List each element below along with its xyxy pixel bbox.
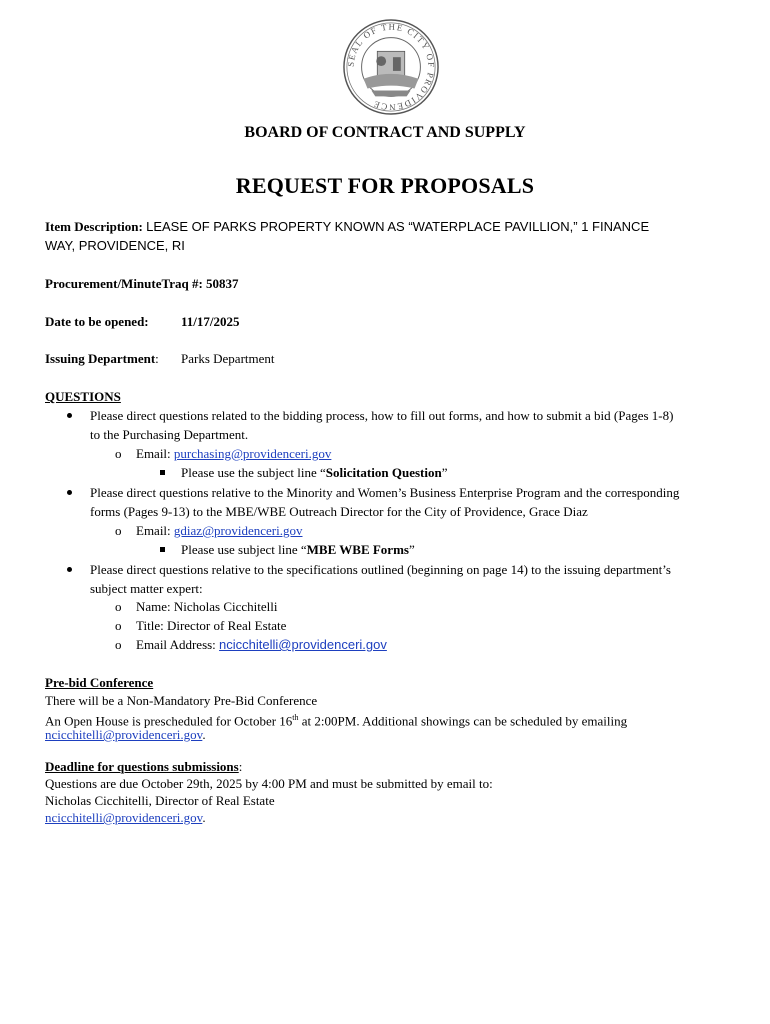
issuing-department: Issuing Department: bbox=[45, 351, 159, 366]
prebid-heading: Pre-bid Conference bbox=[45, 675, 154, 690]
item-description-line2: WAY, PROVIDENCE, RI bbox=[45, 238, 185, 253]
circle-bullet-icon: o bbox=[115, 637, 122, 652]
question-bullet-2-line2: forms (Pages 9-13) to the MBE/WBE Outreach Director for the City of Providence, Grace Diaz bbox=[90, 504, 588, 519]
deadline-line2: Nicholas Cicchitelli, Director of Real Estate bbox=[45, 793, 275, 808]
item-description bbox=[45, 218, 649, 236]
department-value: Parks Department bbox=[181, 351, 275, 366]
date-opened bbox=[45, 313, 149, 331]
prebid-line2: An Open House is prescheduled for October 16th at 2:00PM. Additional showings can be scheduled by emailing bbox=[45, 713, 628, 729]
deadline-email-row: ncicchitelli@providenceri.gov. bbox=[45, 810, 206, 825]
question-bullet-3-line1: Please direct questions relative to the specifications outlined (beginning on page 14) to the issuing department’s bbox=[90, 562, 671, 577]
item-description-line1: LEASE OF PARKS PROPERTY KNOWN AS “WATERPLACE PAVILLION,” 1 FINANCE bbox=[146, 219, 650, 234]
square-bullet-icon bbox=[160, 470, 165, 475]
question-bullet-2-line1: Please direct questions relative to the Minority and Women’s Business Enterprise Program and the corresponding bbox=[90, 485, 680, 500]
circle-bullet-icon: o bbox=[115, 618, 122, 633]
expert-name: Name: Nicholas Cicchitelli bbox=[136, 599, 278, 614]
procurement-value: 50837 bbox=[206, 276, 239, 291]
purchasing-email-link[interactable]: purchasing@providenceri.gov bbox=[173, 446, 332, 461]
prebid-email-row: ncicchitelli@providenceri.gov. bbox=[45, 727, 206, 742]
date-value: 11/17/2025 bbox=[181, 314, 240, 329]
bullet-icon bbox=[67, 490, 72, 495]
mbe-email-link[interactable]: gdiaz@providenceri.gov bbox=[173, 523, 303, 538]
city-seal-icon bbox=[342, 18, 440, 116]
question-bullet-1-line2: to the Purchasing Department. bbox=[90, 427, 249, 442]
deadline-heading: Deadline for questions submissions bbox=[45, 759, 239, 774]
deadline-heading-row: Deadline for questions submissions: bbox=[45, 759, 243, 774]
date-label: Date to be opened: bbox=[45, 314, 149, 329]
procurement-label: Procurement/MinuteTraq #: bbox=[45, 276, 203, 291]
square-bullet-icon bbox=[160, 547, 165, 552]
expert-email-row: Email Address: ncicchitelli@providenceri.gov bbox=[136, 637, 387, 652]
department-label: Issuing Department bbox=[45, 351, 156, 366]
mbe-subject-line: Please use subject line “MBE WBE Forms” bbox=[181, 542, 415, 557]
question-bullet-3-line2: subject matter expert: bbox=[90, 581, 203, 596]
circle-bullet-icon: o bbox=[115, 523, 122, 538]
item-description-label: Item Description: bbox=[45, 219, 143, 234]
circle-bullet-icon: o bbox=[115, 446, 122, 461]
mbe-email-row: Email: gdiaz@providenceri.gov bbox=[136, 523, 303, 538]
bullet-icon bbox=[67, 413, 72, 418]
question-bullet-1-line1: Please direct questions related to the bidding process, how to fill out forms, and how to submit a bid (Pages 1-8) bbox=[90, 408, 674, 423]
bullet-icon bbox=[67, 567, 72, 572]
expert-title: Title: Director of Real Estate bbox=[136, 618, 287, 633]
questions-heading: QUESTIONS bbox=[45, 389, 121, 404]
page-title: REQUEST FOR PROPOSALS bbox=[235, 173, 535, 198]
deadline-email-link[interactable]: ncicchitelli@providenceri.gov bbox=[45, 810, 203, 825]
prebid-email-link[interactable]: ncicchitelli@providenceri.gov bbox=[45, 727, 203, 742]
procurement-number bbox=[45, 275, 239, 293]
svg-text:SEAL OF THE CITY OF PROVIDENCE: SEAL OF THE CITY OF PROVIDENCE bbox=[345, 21, 437, 113]
prebid-line1: There will be a Non-Mandatory Pre-Bid Conference bbox=[45, 693, 318, 708]
circle-bullet-icon: o bbox=[115, 599, 122, 614]
expert-email-link[interactable]: ncicchitelli@providenceri.gov bbox=[219, 637, 387, 652]
deadline-line1: Questions are due October 29th, 2025 by 4:00 PM and must be submitted by email to: bbox=[45, 776, 493, 791]
board-heading: BOARD OF CONTRACT AND SUPPLY bbox=[244, 124, 526, 141]
purchasing-subject-line: Please use the subject line “Solicitation Question” bbox=[181, 465, 448, 480]
purchasing-email-row: Email: purchasing@providenceri.gov bbox=[136, 446, 332, 461]
